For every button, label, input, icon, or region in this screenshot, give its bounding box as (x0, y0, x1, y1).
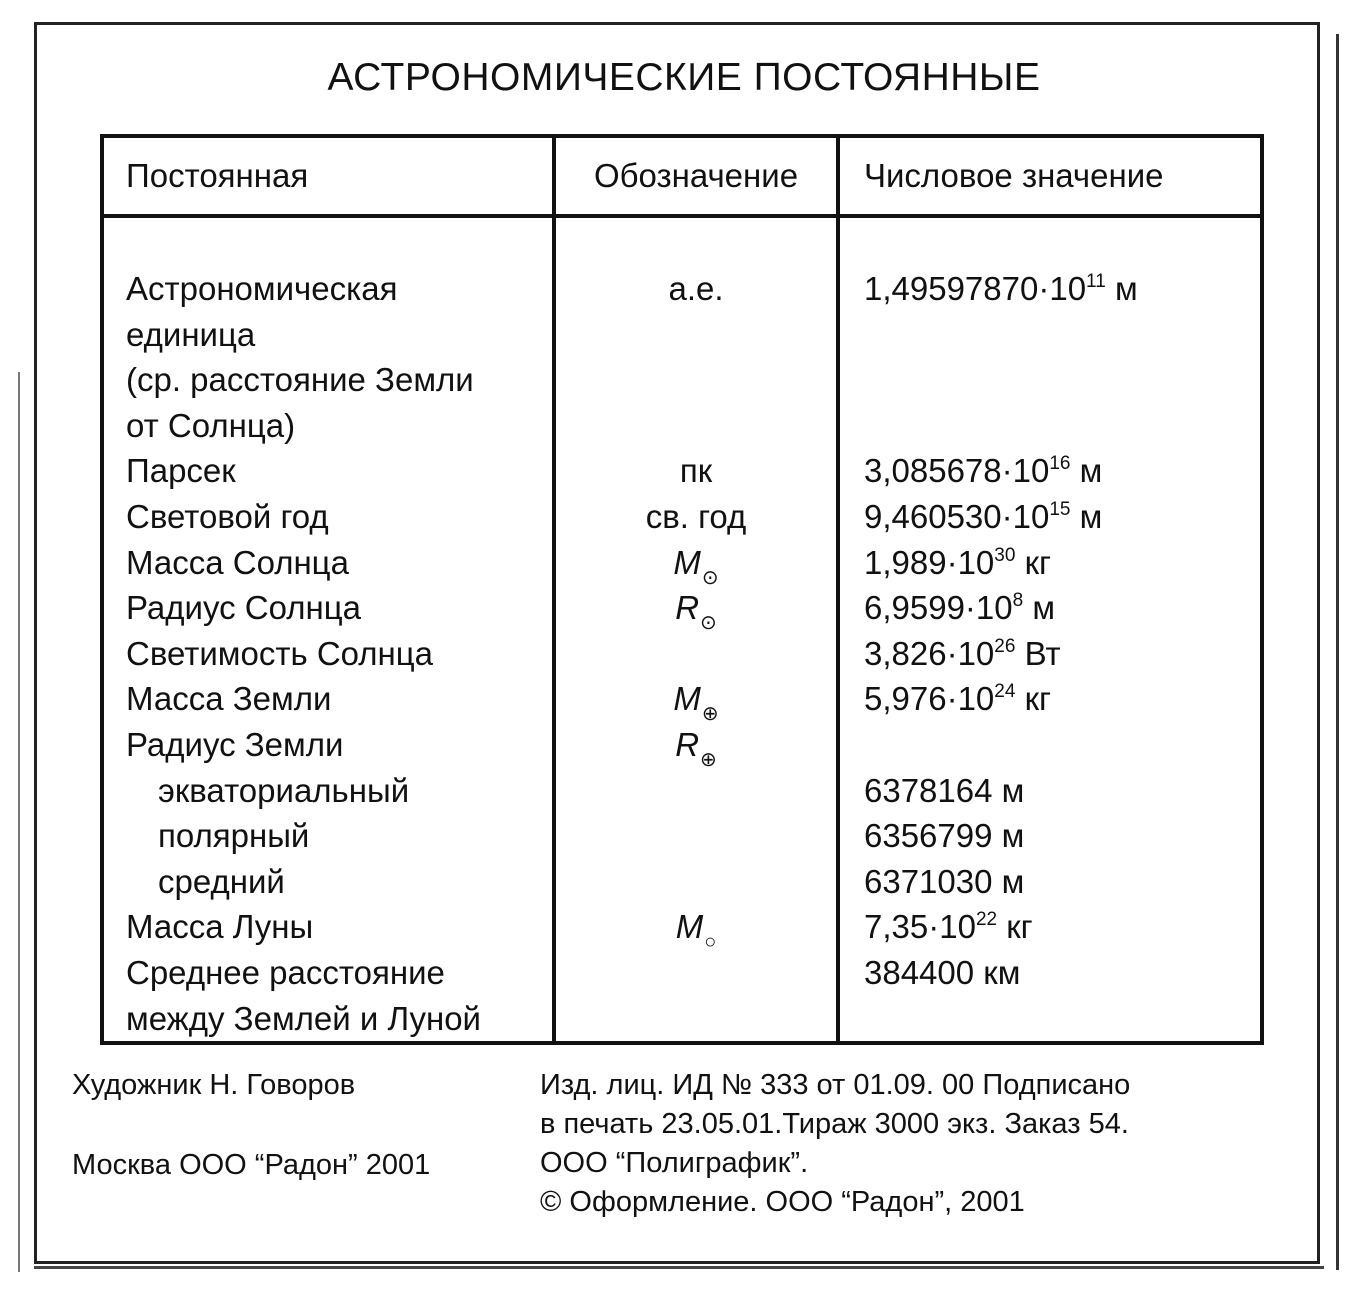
constant-name: средний (158, 862, 285, 900)
symbols-column (554, 216, 838, 1043)
symbol-cell (556, 813, 836, 859)
value-exponent: 16 (1049, 453, 1071, 475)
symbol-cell (556, 312, 836, 358)
constant-names-column (102, 216, 554, 1043)
value-cell (864, 813, 1260, 859)
value-cell (864, 996, 1260, 1042)
constant-name: (ср. расстояние Земли (126, 361, 474, 399)
value-mantissa: 1,49597870·10 (864, 270, 1087, 307)
value-mantissa: 6356799 м (864, 817, 1025, 855)
constant-name: Масса Земли (126, 680, 332, 718)
constant-name: Масса Луны (126, 908, 314, 946)
value-exponent: 8 (1012, 590, 1024, 612)
symbol-letter: R (675, 725, 700, 763)
constant-name: полярный (158, 817, 310, 855)
constant-name: Радиус Земли (126, 725, 344, 763)
imprint-block (540, 1066, 1130, 1222)
symbol-letter: св. год (645, 497, 747, 535)
value-mantissa: 9,460530·10 (864, 497, 1050, 535)
value-cell (864, 631, 1260, 677)
value-unit: м (1070, 497, 1103, 535)
value-cell (864, 266, 1260, 312)
constants-table (100, 134, 1264, 1045)
value-mantissa: 384400 км (864, 953, 1021, 991)
symbol-cell (556, 676, 836, 726)
values-column (838, 216, 1262, 1043)
constant-name: Парсек (126, 452, 236, 490)
frame-left-rule (18, 372, 20, 1272)
value-unit: Вт (1015, 634, 1061, 672)
value-mantissa: 6,9599·10 (864, 589, 1013, 627)
constant-name: между Землей и Луной (126, 999, 481, 1037)
symbol-subscript: ⊙ (700, 612, 717, 635)
symbol-cell (556, 996, 836, 1042)
value-exponent: 15 (1049, 498, 1071, 520)
constant-name: единица (126, 315, 256, 353)
value-cell (864, 448, 1260, 494)
value-exponent: 30 (994, 544, 1016, 566)
value-cell (864, 312, 1260, 358)
value-cell (864, 768, 1260, 814)
value-exponent: 24 (994, 681, 1016, 703)
header-value: Числовое значение (838, 136, 1262, 216)
header-constant: Постоянная (102, 136, 554, 216)
value-unit: кг (997, 908, 1033, 946)
symbol-cell (556, 540, 836, 589)
value-cell (864, 585, 1260, 631)
symbol-cell (556, 722, 836, 771)
symbol-letter: пк (679, 452, 713, 490)
symbol-subscript: ⊕ (701, 703, 719, 726)
symbol-letter: M (675, 908, 704, 946)
symbol-cell (556, 631, 836, 677)
constant-name: Световой год (126, 497, 329, 535)
symbol-cell (556, 494, 836, 540)
symbol-cell (556, 585, 836, 635)
symbol-cell (556, 357, 836, 403)
symbol-letter: M (673, 543, 701, 581)
value-cell (864, 950, 1260, 996)
imprint-line: в печать 23.05.01.Тираж 3000 экз. Заказ 54. (540, 1108, 1129, 1140)
table-body-row (102, 216, 1262, 1043)
value-mantissa: 3,826·10 (864, 634, 995, 672)
value-unit: кг (1015, 680, 1052, 718)
value-cell (864, 494, 1260, 540)
symbol-cell (556, 403, 836, 449)
value-exponent: 22 (975, 909, 998, 931)
value-mantissa: 6378164 м (864, 771, 1025, 809)
artist-credit: Художник Н. Говоров (72, 1069, 356, 1101)
constant-name: экваториальный (158, 771, 410, 809)
constant-name: Радиус Солнца (126, 589, 361, 627)
value-mantissa: 7,35·10 (864, 908, 976, 946)
symbol-subscript: ⊙ (701, 566, 719, 589)
value-unit: м (1105, 270, 1138, 307)
value-mantissa: 6371030 м (864, 862, 1025, 900)
value-unit: м (1070, 452, 1103, 490)
frame-bottom-rule (34, 1266, 1324, 1269)
header-symbol: Обозначение (554, 136, 838, 216)
symbol-cell (556, 448, 836, 494)
value-exponent: 26 (994, 635, 1016, 657)
value-cell (864, 540, 1260, 586)
constant-name: Среднее расстояние (126, 953, 445, 991)
imprint-line: Изд. лиц. ИД № 333 от 01.09. 00 Подписано (540, 1069, 1131, 1101)
table-header-row (102, 136, 1262, 216)
value-mantissa: 3,085678·10 (864, 452, 1050, 490)
value-exponent: 11 (1086, 271, 1106, 292)
symbol-subscript: ⊕ (700, 748, 717, 771)
symbol-letter: M (673, 680, 701, 718)
symbol-cell (556, 768, 836, 814)
symbol-cell (556, 904, 836, 954)
symbol-letter: а.е. (668, 270, 724, 307)
symbol-cell (556, 950, 836, 996)
value-cell (864, 676, 1260, 722)
constant-name: Светимость Солнца (126, 634, 434, 672)
publisher-credit: Москва ООО “Радон” 2001 (72, 1149, 431, 1181)
constant-name: Масса Солнца (126, 543, 349, 581)
value-cell (864, 722, 1260, 768)
imprint-line: ООО “Полиграфик”. (540, 1147, 809, 1179)
constant-name: от Солнца) (126, 406, 296, 444)
imprint-line: © Оформление. ООО “Радон”, 2001 (540, 1186, 1025, 1218)
value-mantissa: 1,989·10 (864, 543, 995, 581)
value-unit: м (1023, 589, 1056, 627)
symbol-cell (556, 266, 836, 312)
value-mantissa: 5,976·10 (864, 680, 995, 718)
value-cell (864, 904, 1260, 950)
value-cell (864, 859, 1260, 905)
value-cell (864, 357, 1260, 403)
symbol-subscript: ○ (704, 931, 717, 954)
constant-name: Астрономическая (126, 270, 398, 307)
value-unit: кг (1015, 543, 1052, 581)
frame-right-rule (1336, 34, 1339, 1270)
symbol-letter: R (675, 589, 700, 627)
value-cell (864, 403, 1260, 449)
page-title: АСТРОНОМИЧЕСКИЕ ПОСТОЯННЫЕ (327, 56, 1041, 99)
symbol-cell (556, 859, 836, 905)
